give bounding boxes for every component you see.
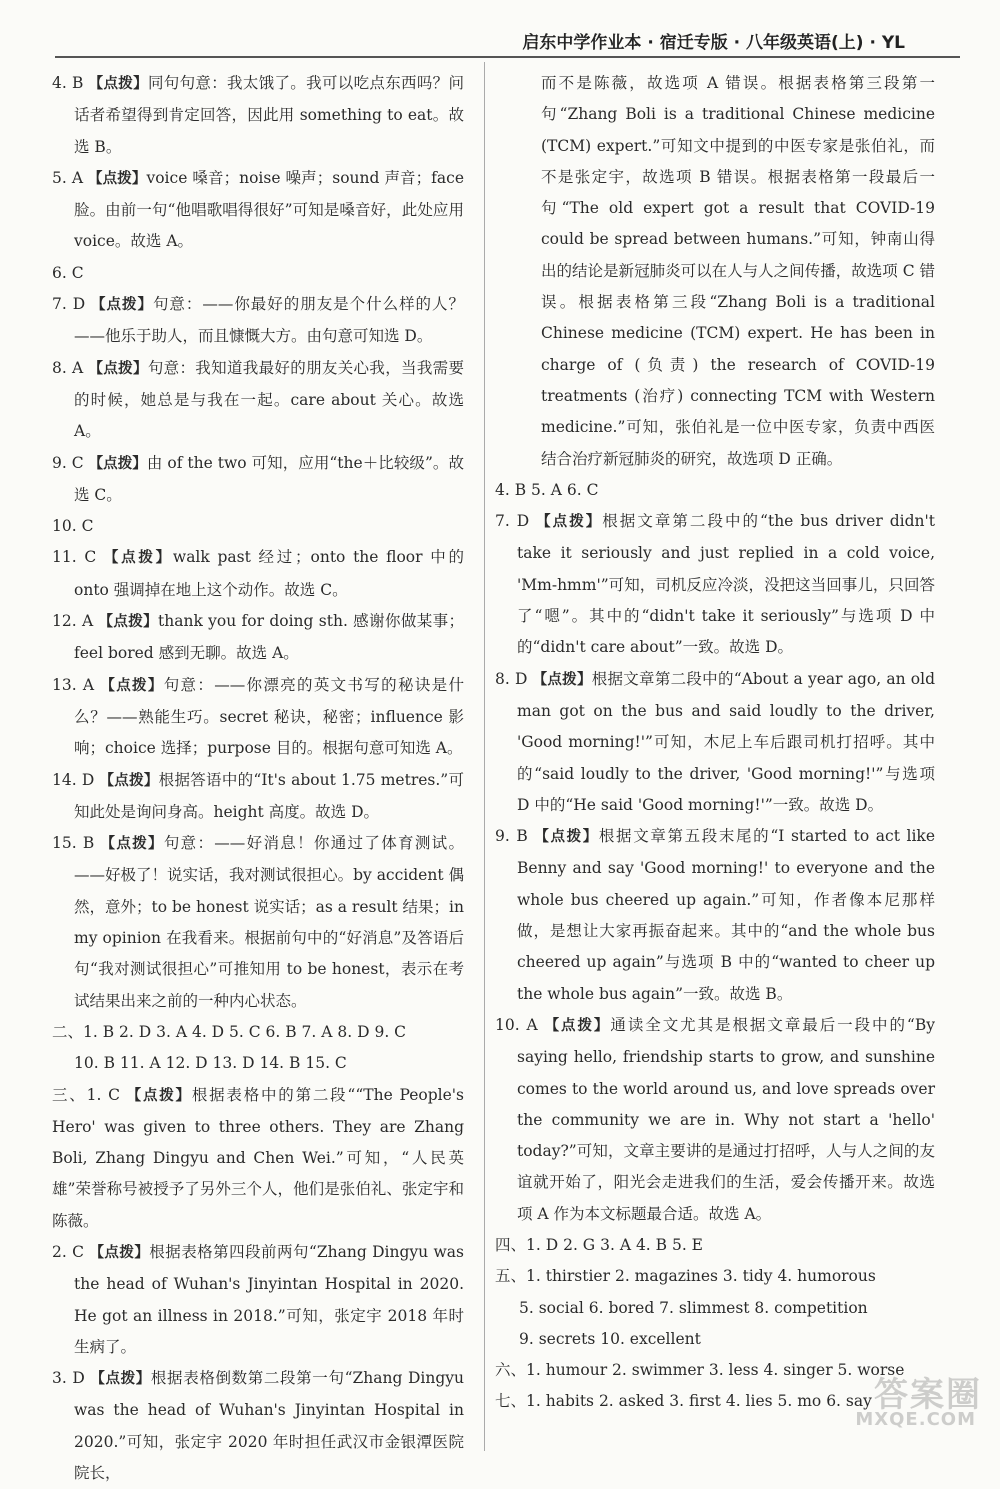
item-text: 根据文章第二段中的“About a year ago, an old man got on the bus and said loudly to the driver, 'Good morning!'”可知，木尼上车后跟司机打招呼。其中的“said loudly to the driver, 'Good morning!'”与选项 D 中的“He said 'Good morning!'”一致。故选 D。 [517, 669, 935, 814]
item-number: 8. D [495, 669, 533, 688]
answer-item [52, 1363, 464, 1489]
answer-item [495, 475, 935, 506]
hint-tag: 【点拨】 [88, 76, 148, 92]
item-number: 二、1. B [52, 1022, 120, 1041]
item-text: 2. swimmer 3. less 4. singer 5. worse [612, 1361, 905, 1380]
watermark-url: MXQE.COM [855, 1409, 976, 1430]
item-text: 句意：——你漂亮的英文书写的秘诀是什么？——熟能生巧。secret 秘诀，秘密；influence 影响；choice 选择；purpose 目的。根据句意可知选 A。 [74, 675, 464, 758]
item-text: 5. social 6. bored 7. slimmest 8. competition [519, 1298, 868, 1317]
item-text: 5. A 6. C [531, 480, 599, 499]
item-number: 9. C [52, 453, 89, 472]
hint-tag: 【点拨】 [534, 829, 599, 846]
item-number: 六、1. humour [495, 1361, 613, 1380]
item-number: 四、1. D [495, 1235, 564, 1254]
hint-tag: 【点拨】 [90, 1371, 151, 1388]
hint-tag: 【点拨】 [100, 836, 164, 853]
item-text: thank you for doing sth. 感谢你做某事；feel bored 感到无聊。故选 A。 [74, 612, 464, 663]
item-number: 5. A [52, 168, 89, 187]
answer-item [52, 828, 464, 1017]
item-text: 2. asked 3. first 4. lies 5. mo 6. say [598, 1392, 872, 1411]
hint-tag: 【点拨】 [88, 455, 147, 472]
item-number: 8. A [52, 358, 89, 377]
item-text: 根据文章第五段末尾的“I started to act like Benny and say 'Good morning!' to everyone and the whole bus cheered up again.”可知，作者像本尼那样做，是想让大家再振奋起来。其中的“and the whole bus cheered up again”与选项 B 中的“wanted to cheer up the whole bus again”一致。故选 B。 [517, 827, 936, 1003]
item-number: 三、1. C [52, 1085, 127, 1104]
item-number: 3. D [52, 1369, 91, 1388]
item-number: 9. B [495, 827, 535, 846]
hint-tag: 【点拨】 [100, 677, 164, 694]
item-number: 七、1. habits [495, 1392, 599, 1411]
answer-item [495, 506, 935, 663]
item-text: 通读全文尤其是根据文章最后一段中的“By saying hello, friendship starts to grow, and sunshine comes to the world around us, and love spreads over the community we are in. Why not start a 'hello' today?”可知，文章主要讲的是通过打招呼，人与人之间的友谊就开始了，阳光会走进我们的生活，爱会传播开来。故选项 A 作为本文标题最合适。故选 A。 [517, 1015, 936, 1223]
right-column [495, 68, 935, 1418]
answer-item [52, 289, 464, 353]
answer-item [52, 542, 464, 606]
left-column [52, 68, 464, 1489]
answer-item [52, 68, 464, 163]
answer-item [52, 1080, 464, 1237]
item-number: 11. C [52, 548, 104, 567]
answer-item [52, 670, 464, 765]
item-text: 2. G 3. A 4. B 5. E [563, 1235, 704, 1254]
item-text: 句意：——好消息！你通过了体育测试。——好极了！说实话，我对测试很担心。by accident 偶然，意外；to be honest 说实话；as a result 结果；in my opinion 在我看来。根据前句中的“好消息”及答语后句“我对测试很担心”可推知用 to be honest，表示在考试结果出来之前的一种内心状态。 [74, 834, 464, 1010]
answer-item [495, 68, 935, 475]
hint-tag: 【点拨】 [103, 550, 173, 567]
answer-item [52, 1017, 464, 1048]
item-text: voice 嗓音；noise 噪声；sound 声音；face 脸。由前一句“他唱歌唱得很好”可知是嗓音好，此处应用 voice。故选 A。 [74, 168, 464, 251]
item-text: 2. D 3. A 4. D 5. C 6. B 7. A 8. D 9. C [119, 1022, 407, 1041]
column-divider [484, 62, 485, 1451]
watermark-text: 答案圈 [874, 1375, 982, 1415]
hint-tag: 【点拨】 [99, 772, 159, 789]
answer-item [52, 1048, 464, 1079]
item-number: 2. C [52, 1242, 90, 1261]
answer-item [495, 1324, 935, 1355]
hint-tag: 【点拨】 [98, 614, 159, 631]
hint-tag: 【点拨】 [126, 1087, 192, 1104]
answer-item [495, 821, 935, 1010]
answer-item [52, 1237, 464, 1363]
answer-item [52, 353, 464, 448]
hint-tag: 【点拨】 [91, 297, 153, 314]
item-number: 6. C [52, 263, 84, 282]
item-number: 14. D [52, 770, 100, 789]
item-text: 9. secrets 10. excellent [519, 1329, 701, 1348]
answer-item [52, 448, 464, 512]
answer-item [495, 664, 935, 821]
item-text: 根据答语中的“It's about 1.75 metres.”可知此处是询问身高。height 高度。故选 D。 [74, 770, 465, 821]
item-number: 15. B [52, 834, 101, 853]
item-number: 4. B [52, 74, 89, 92]
item-number: 12. A [52, 612, 99, 631]
answer-item [495, 1230, 935, 1261]
watermark-logo [832, 1367, 982, 1437]
hint-tag: 【点拨】 [536, 514, 603, 531]
item-text: 句意：我知道我最好的朋友关心我，当我需要的时候，她总是与我在一起。care about 关心。故选 A。 [74, 358, 465, 441]
item-number: 10. A [495, 1015, 545, 1034]
item-number: 4. B [495, 480, 532, 499]
item-number: 13. A [52, 675, 101, 694]
item-text: 而不是陈薇，故选项 A 错误。根据表格第三段第一句“Zhang Boli is a traditional Chinese medicine (TCM) expert.”可知文中提到的中医专家是张伯礼，而不是张定宇，故选项 B 错误。根据表格第一段最后一句“The old expert got a result that COVID-19 could be spread between humans.”可知，钟南山得出的结论是新冠肺炎可以在人与人之间传播，故选项 C 错误。根据表格第三段“Zhang Boli is a traditional Chinese medicine (TCM) expert. He has been in charge of (负责) the research of COVID-19 treatments (治疗) connecting TCM with Western medicine.”可知，张伯礼是一位中医专家，负责中西医结合治疗新冠肺炎的研究，故选项 D 正确。 [541, 74, 935, 468]
answer-item [495, 1293, 935, 1324]
answer-item [52, 163, 464, 258]
answer-item [52, 606, 464, 670]
page-title: 启东中学作业本 · 宿迁专版 · 八年级英语(上) · YL [522, 33, 905, 53]
item-text: 同句句意：我太饿了。我可以吃点东西吗？问话者希望得到肯定回答，因此用 something to eat。故选 B。 [74, 74, 464, 156]
hint-tag: 【点拨】 [88, 360, 148, 377]
answer-item [495, 1010, 935, 1230]
item-text: walk past 经过；onto the floor 中的 onto 强调掉在地上这个动作。故选 C。 [74, 548, 464, 599]
item-text: 根据文章第二段中的“the bus driver didn't take it seriously and just replied in a cold voice, 'Mm-hmm'”可知，司机反应冷淡，没把这当回事儿，只回答了“嗯”。其中的“didn't take it seriously”与选项 D 中的“didn't care about”一致。故选 D。 [517, 512, 935, 657]
item-number: 五、1. thirstier [495, 1267, 615, 1286]
hint-tag: 【点拨】 [89, 1244, 150, 1261]
item-text: 根据表格第四段前两句“Zhang Dingyu was the head of Wuhan's Jinyintan Hospital in 2020. He got an illness in 2018.”可知，张定宇 2018 年时生病了。 [74, 1242, 465, 1356]
hint-tag: 【点拨】 [544, 1017, 611, 1034]
answer-item [495, 1261, 935, 1292]
item-text: 10. B 11. A 12. D 13. D 14. B 15. C [74, 1054, 347, 1073]
hint-tag: 【点拨】 [532, 671, 592, 688]
answer-item [52, 511, 464, 542]
item-text: 根据表格中的第二段““The People's Hero' was given to three others. They are Zhang Boli, Zhang Dingyu and Chen Wei.”可知，“人民英雄”荣誉称号被授予了另外三个人，他们是张伯礼、张定宇和陈薇。 [52, 1085, 464, 1230]
item-number: 7. D [52, 295, 92, 314]
item-number: 10. C [52, 517, 94, 536]
answer-item [52, 765, 464, 829]
item-number: 7. D [495, 512, 537, 531]
item-text: 句意：——你最好的朋友是个什么样的人？——他乐于助人，而且慷慨大方。由句意可知选 D。 [74, 295, 464, 346]
header-rule [55, 56, 960, 58]
page-header [0, 0, 1000, 62]
hint-tag: 【点拨】 [88, 170, 147, 187]
item-text: 由 of the two 可知，应用“the＋比较级”。故选 C。 [74, 453, 464, 504]
item-text: 2. magazines 3. tidy 4. humorous [614, 1267, 876, 1286]
answer-item [52, 258, 464, 289]
item-text: 根据表格倒数第二段第一句“Zhang Dingyu was the head of Wuhan's Jinyintan Hospital in 2020.”可知，张定宇 2020 年时担任武汉市金银潭医院院长， [74, 1369, 465, 1483]
